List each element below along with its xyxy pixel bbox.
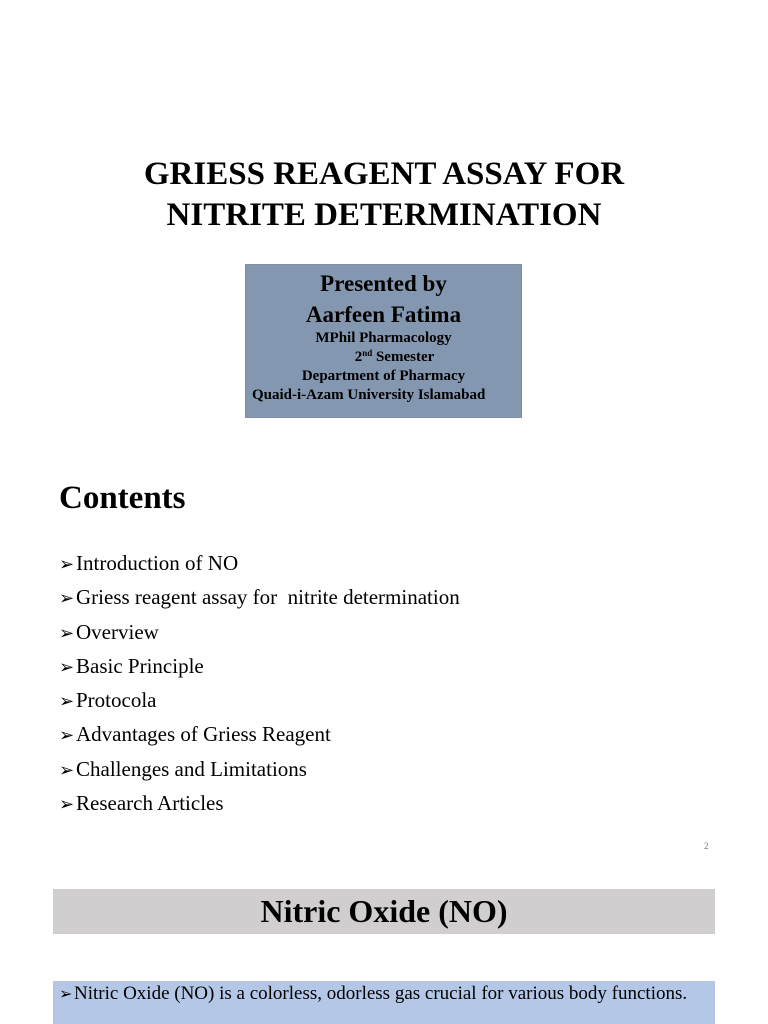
contents-item-label: Introduction of NO (76, 551, 239, 575)
section-heading: Nitric Oxide (NO) (53, 889, 715, 934)
contents-item (59, 718, 460, 752)
bullet-box (53, 981, 715, 1024)
contents-item-label: Challenges and Limitations (76, 756, 307, 781)
title-line-1: GRIESS REAGENT ASSAY FOR (143, 156, 625, 192)
contents-item-label: Protocola (76, 688, 157, 713)
arrow-bullet-icon: ➢ (59, 622, 75, 644)
semester-label: Semester (372, 349, 435, 365)
contents-item (59, 753, 460, 787)
arrow-bullet-icon: ➢ (59, 588, 75, 610)
contents-item (59, 787, 460, 821)
arrow-bullet-icon: ➢ (59, 984, 73, 1003)
contents-item (59, 547, 460, 581)
presenter-department: Department of Pharmacy (301, 368, 466, 384)
arrow-bullet-icon: ➢ (59, 725, 75, 747)
presenter-university: Quaid-i-Azam University Islamabad (252, 387, 486, 403)
presenter-box (245, 264, 522, 418)
semester-suffix: nd (362, 348, 373, 358)
presenter-program: MPhil Pharmacology (315, 330, 452, 346)
bullet-text: Nitric Oxide (NO) is a colorless, odorless gas crucial for various body functions. (74, 983, 688, 1004)
contents-item (59, 650, 460, 684)
contents-list (59, 547, 460, 821)
contents-item (59, 616, 460, 650)
presenter-name: Aarfeen Fatima (305, 302, 462, 327)
arrow-bullet-icon: ➢ (59, 759, 75, 781)
title-line-2: NITRITE DETERMINATION (166, 197, 602, 233)
semester-number: 2 (354, 349, 363, 365)
contents-heading: Contents (59, 480, 186, 516)
arrow-bullet-icon: ➢ (59, 554, 75, 575)
contents-item-label: Basic Principle (76, 653, 204, 678)
contents-item-label: Research Articles (76, 791, 224, 816)
arrow-bullet-icon: ➢ (59, 794, 75, 816)
page-number: 2 (704, 841, 709, 851)
presented-by-label: Presented by (320, 271, 447, 296)
contents-item-label: Griess reagent assay for nitrite determination (76, 585, 460, 610)
contents-item-label: Advantages of Griess Reagent (76, 722, 331, 747)
slide-title (0, 154, 768, 236)
contents-item (59, 684, 460, 718)
presenter-semester (246, 348, 521, 367)
contents-item (59, 581, 460, 615)
contents-item-label: Overview (76, 619, 159, 644)
arrow-bullet-icon: ➢ (59, 691, 75, 713)
bullet-item (59, 983, 715, 1005)
arrow-bullet-icon: ➢ (59, 656, 75, 678)
